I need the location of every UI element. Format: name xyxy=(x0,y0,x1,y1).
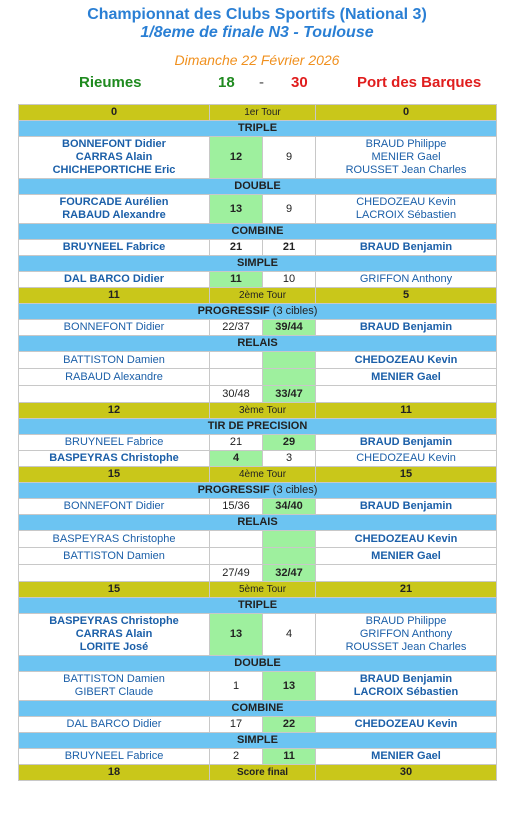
section-row xyxy=(19,256,497,272)
away-match-score: 9 xyxy=(263,195,316,224)
away-match-score: 32/47 xyxy=(263,565,316,582)
section-title xyxy=(19,483,497,499)
tour-away-score: 5 xyxy=(316,288,497,304)
home-match-score: 30/48 xyxy=(210,386,263,403)
empty-cell xyxy=(316,386,497,403)
player-name: LACROIX Sébastien xyxy=(353,686,459,698)
home-match-score: 2 xyxy=(210,749,263,765)
section-row xyxy=(19,304,497,320)
player-name: BRAUD Benjamin xyxy=(359,673,453,685)
tour-row xyxy=(19,403,497,419)
home-player: DAL BARCO Didier xyxy=(19,717,210,733)
home-match-score: 12 xyxy=(210,137,263,179)
home-match-score: 21 xyxy=(210,240,263,256)
section-row xyxy=(19,598,497,614)
home-players xyxy=(19,137,210,179)
final-away-score: 30 xyxy=(316,765,497,781)
final-label: Score final xyxy=(210,765,316,781)
match-row xyxy=(19,749,497,765)
away-match-score: 22 xyxy=(263,717,316,733)
home-match-score: 4 xyxy=(210,451,263,467)
home-match-score: 13 xyxy=(210,195,263,224)
away-match-score: 29 xyxy=(263,435,316,451)
home-player: BASPEYRAS Christophe xyxy=(19,451,210,467)
home-player: BRUYNEEL Fabrice xyxy=(19,435,210,451)
away-match-score: 10 xyxy=(263,272,316,288)
away-players xyxy=(316,672,497,701)
player-name: CHEDOZEAU Kevin xyxy=(356,196,456,208)
player-name: MENIER Gael xyxy=(371,151,441,163)
home-match-score: 22/37 xyxy=(210,320,263,336)
empty-cell xyxy=(263,548,316,565)
home-player: BONNEFONT Didier xyxy=(19,320,210,336)
tour-label: 5ème Tour xyxy=(210,582,316,598)
away-match-score: 34/40 xyxy=(263,499,316,515)
away-match-score: 21 xyxy=(263,240,316,256)
tour-label: 3ème Tour xyxy=(210,403,316,419)
away-match-score: 11 xyxy=(263,749,316,765)
section-name: PROGRESSIF xyxy=(197,484,270,496)
match-row xyxy=(19,499,497,515)
section-row xyxy=(19,656,497,672)
player-name: BRAUD Philippe xyxy=(365,138,447,150)
empty-cell xyxy=(210,352,263,369)
match-row xyxy=(19,672,497,701)
relay-score-row xyxy=(19,565,497,582)
away-match-score: 3 xyxy=(263,451,316,467)
home-player: BRUYNEEL Fabrice xyxy=(19,240,210,256)
tour-home-score: 15 xyxy=(19,582,210,598)
section-title: RELAIS xyxy=(19,336,497,352)
away-player: CHEDOZEAU Kevin xyxy=(316,352,497,369)
home-players xyxy=(19,195,210,224)
final-home-score: 18 xyxy=(19,765,210,781)
section-title: TRIPLE xyxy=(19,121,497,137)
away-player: MENIER Gael xyxy=(316,548,497,565)
match-row xyxy=(19,320,497,336)
away-team: Port des Barques xyxy=(357,74,482,91)
tour-home-score: 11 xyxy=(19,288,210,304)
relay-row xyxy=(19,369,497,386)
tour-home-score: 0 xyxy=(19,105,210,121)
match-row xyxy=(19,272,497,288)
player-name: LACROIX Sébastien xyxy=(355,209,457,221)
player-name: BASPEYRAS Christophe xyxy=(49,615,179,627)
home-match-score: 15/36 xyxy=(210,499,263,515)
away-player: CHEDOZEAU Kevin xyxy=(316,531,497,548)
away-score: 30 xyxy=(291,74,308,91)
tour-away-score: 11 xyxy=(316,403,497,419)
section-title: TIR DE PRECISION xyxy=(19,419,497,435)
relay-row xyxy=(19,531,497,548)
player-name: CHICHEPORTICHE Eric xyxy=(52,164,176,176)
empty-cell xyxy=(210,369,263,386)
section-row xyxy=(19,121,497,137)
away-match-score: 9 xyxy=(263,137,316,179)
section-subtitle: (3 cibles) xyxy=(272,484,318,496)
tour-label: 1er Tour xyxy=(210,105,316,121)
section-name: PROGRESSIF xyxy=(197,305,270,317)
tour-label: 2ème Tour xyxy=(210,288,316,304)
section-subtitle: (3 cibles) xyxy=(272,305,318,317)
away-player: BRAUD Benjamin xyxy=(316,320,497,336)
home-player: DAL BARCO Didier xyxy=(19,272,210,288)
home-player: BONNEFONT Didier xyxy=(19,499,210,515)
section-title: TRIPLE xyxy=(19,598,497,614)
section-row xyxy=(19,419,497,435)
home-score: 18 xyxy=(218,74,235,91)
player-name: LORITE José xyxy=(79,641,149,653)
player-name: GRIFFON Anthony xyxy=(359,628,453,640)
final-row xyxy=(19,765,497,781)
page-subtitle: 1/8eme de finale N3 - Toulouse xyxy=(140,24,374,41)
tour-home-score: 12 xyxy=(19,403,210,419)
tour-row xyxy=(19,467,497,483)
match-row xyxy=(19,137,497,179)
match-row xyxy=(19,195,497,224)
empty-cell xyxy=(316,565,497,582)
player-name: FOURCADE Aurélien xyxy=(59,196,169,208)
match-row xyxy=(19,614,497,656)
home-player: BASPEYRAS Christophe xyxy=(19,531,210,548)
empty-cell xyxy=(19,386,210,403)
match-row xyxy=(19,451,497,467)
tour-away-score: 15 xyxy=(316,467,497,483)
section-title xyxy=(19,304,497,320)
tour-away-score: 21 xyxy=(316,582,497,598)
relay-row xyxy=(19,548,497,565)
away-player: MENIER Gael xyxy=(316,749,497,765)
results-table xyxy=(18,104,497,781)
empty-cell xyxy=(210,548,263,565)
home-player: BATTISTON Damien xyxy=(19,352,210,369)
player-name: BRAUD Philippe xyxy=(365,615,447,627)
home-match-score: 17 xyxy=(210,717,263,733)
match-row xyxy=(19,717,497,733)
section-row xyxy=(19,336,497,352)
section-title: COMBINE xyxy=(19,701,497,717)
away-match-score: 33/47 xyxy=(263,386,316,403)
away-match-score: 39/44 xyxy=(263,320,316,336)
section-title: SIMPLE xyxy=(19,256,497,272)
away-match-score: 13 xyxy=(263,672,316,701)
section-title: RELAIS xyxy=(19,515,497,531)
home-match-score: 11 xyxy=(210,272,263,288)
section-title: DOUBLE xyxy=(19,179,497,195)
home-match-score: 1 xyxy=(210,672,263,701)
home-match-score: 13 xyxy=(210,614,263,656)
player-name: CARRAS Alain xyxy=(75,151,153,163)
tour-label: 4ème Tour xyxy=(210,467,316,483)
player-name: ROUSSET Jean Charles xyxy=(345,164,467,176)
scoreline xyxy=(0,74,514,94)
home-players xyxy=(19,672,210,701)
home-player: BRUYNEEL Fabrice xyxy=(19,749,210,765)
home-team: Rieumes xyxy=(79,74,142,91)
empty-cell xyxy=(19,565,210,582)
empty-cell xyxy=(263,369,316,386)
relay-row xyxy=(19,352,497,369)
away-player: GRIFFON Anthony xyxy=(316,272,497,288)
page-title: Championnat des Clubs Sportifs (National 3) xyxy=(87,6,427,23)
home-match-score: 27/49 xyxy=(210,565,263,582)
tour-row xyxy=(19,105,497,121)
away-players xyxy=(316,195,497,224)
away-players xyxy=(316,137,497,179)
section-row xyxy=(19,224,497,240)
score-separator: - xyxy=(259,74,264,91)
tour-home-score: 15 xyxy=(19,467,210,483)
section-title: DOUBLE xyxy=(19,656,497,672)
away-player: MENIER Gael xyxy=(316,369,497,386)
away-player: BRAUD Benjamin xyxy=(316,435,497,451)
home-player: BATTISTON Damien xyxy=(19,548,210,565)
match-row xyxy=(19,435,497,451)
section-row xyxy=(19,483,497,499)
away-match-score: 4 xyxy=(263,614,316,656)
section-row xyxy=(19,701,497,717)
home-players xyxy=(19,614,210,656)
player-name: GIBERT Claude xyxy=(74,686,154,698)
match-row xyxy=(19,240,497,256)
player-name: BONNEFONT Didier xyxy=(62,138,166,150)
player-name: RABAUD Alexandre xyxy=(62,209,166,221)
relay-score-row xyxy=(19,386,497,403)
match-date: Dimanche 22 Février 2026 xyxy=(174,52,340,68)
empty-cell xyxy=(263,352,316,369)
tour-away-score: 0 xyxy=(316,105,497,121)
away-players xyxy=(316,614,497,656)
player-name: BATTISTON Damien xyxy=(63,673,165,685)
away-player: CHEDOZEAU Kevin xyxy=(316,451,497,467)
player-name: CARRAS Alain xyxy=(75,628,153,640)
home-player: RABAUD Alexandre xyxy=(19,369,210,386)
away-player: BRAUD Benjamin xyxy=(316,240,497,256)
player-name: ROUSSET Jean Charles xyxy=(345,641,467,653)
away-player: BRAUD Benjamin xyxy=(316,499,497,515)
section-row xyxy=(19,179,497,195)
tour-row xyxy=(19,582,497,598)
section-title: SIMPLE xyxy=(19,733,497,749)
home-match-score: 21 xyxy=(210,435,263,451)
tour-row xyxy=(19,288,497,304)
section-title: COMBINE xyxy=(19,224,497,240)
section-row xyxy=(19,733,497,749)
empty-cell xyxy=(210,531,263,548)
section-row xyxy=(19,515,497,531)
empty-cell xyxy=(263,531,316,548)
match-header xyxy=(0,6,514,68)
away-player: CHEDOZEAU Kevin xyxy=(316,717,497,733)
